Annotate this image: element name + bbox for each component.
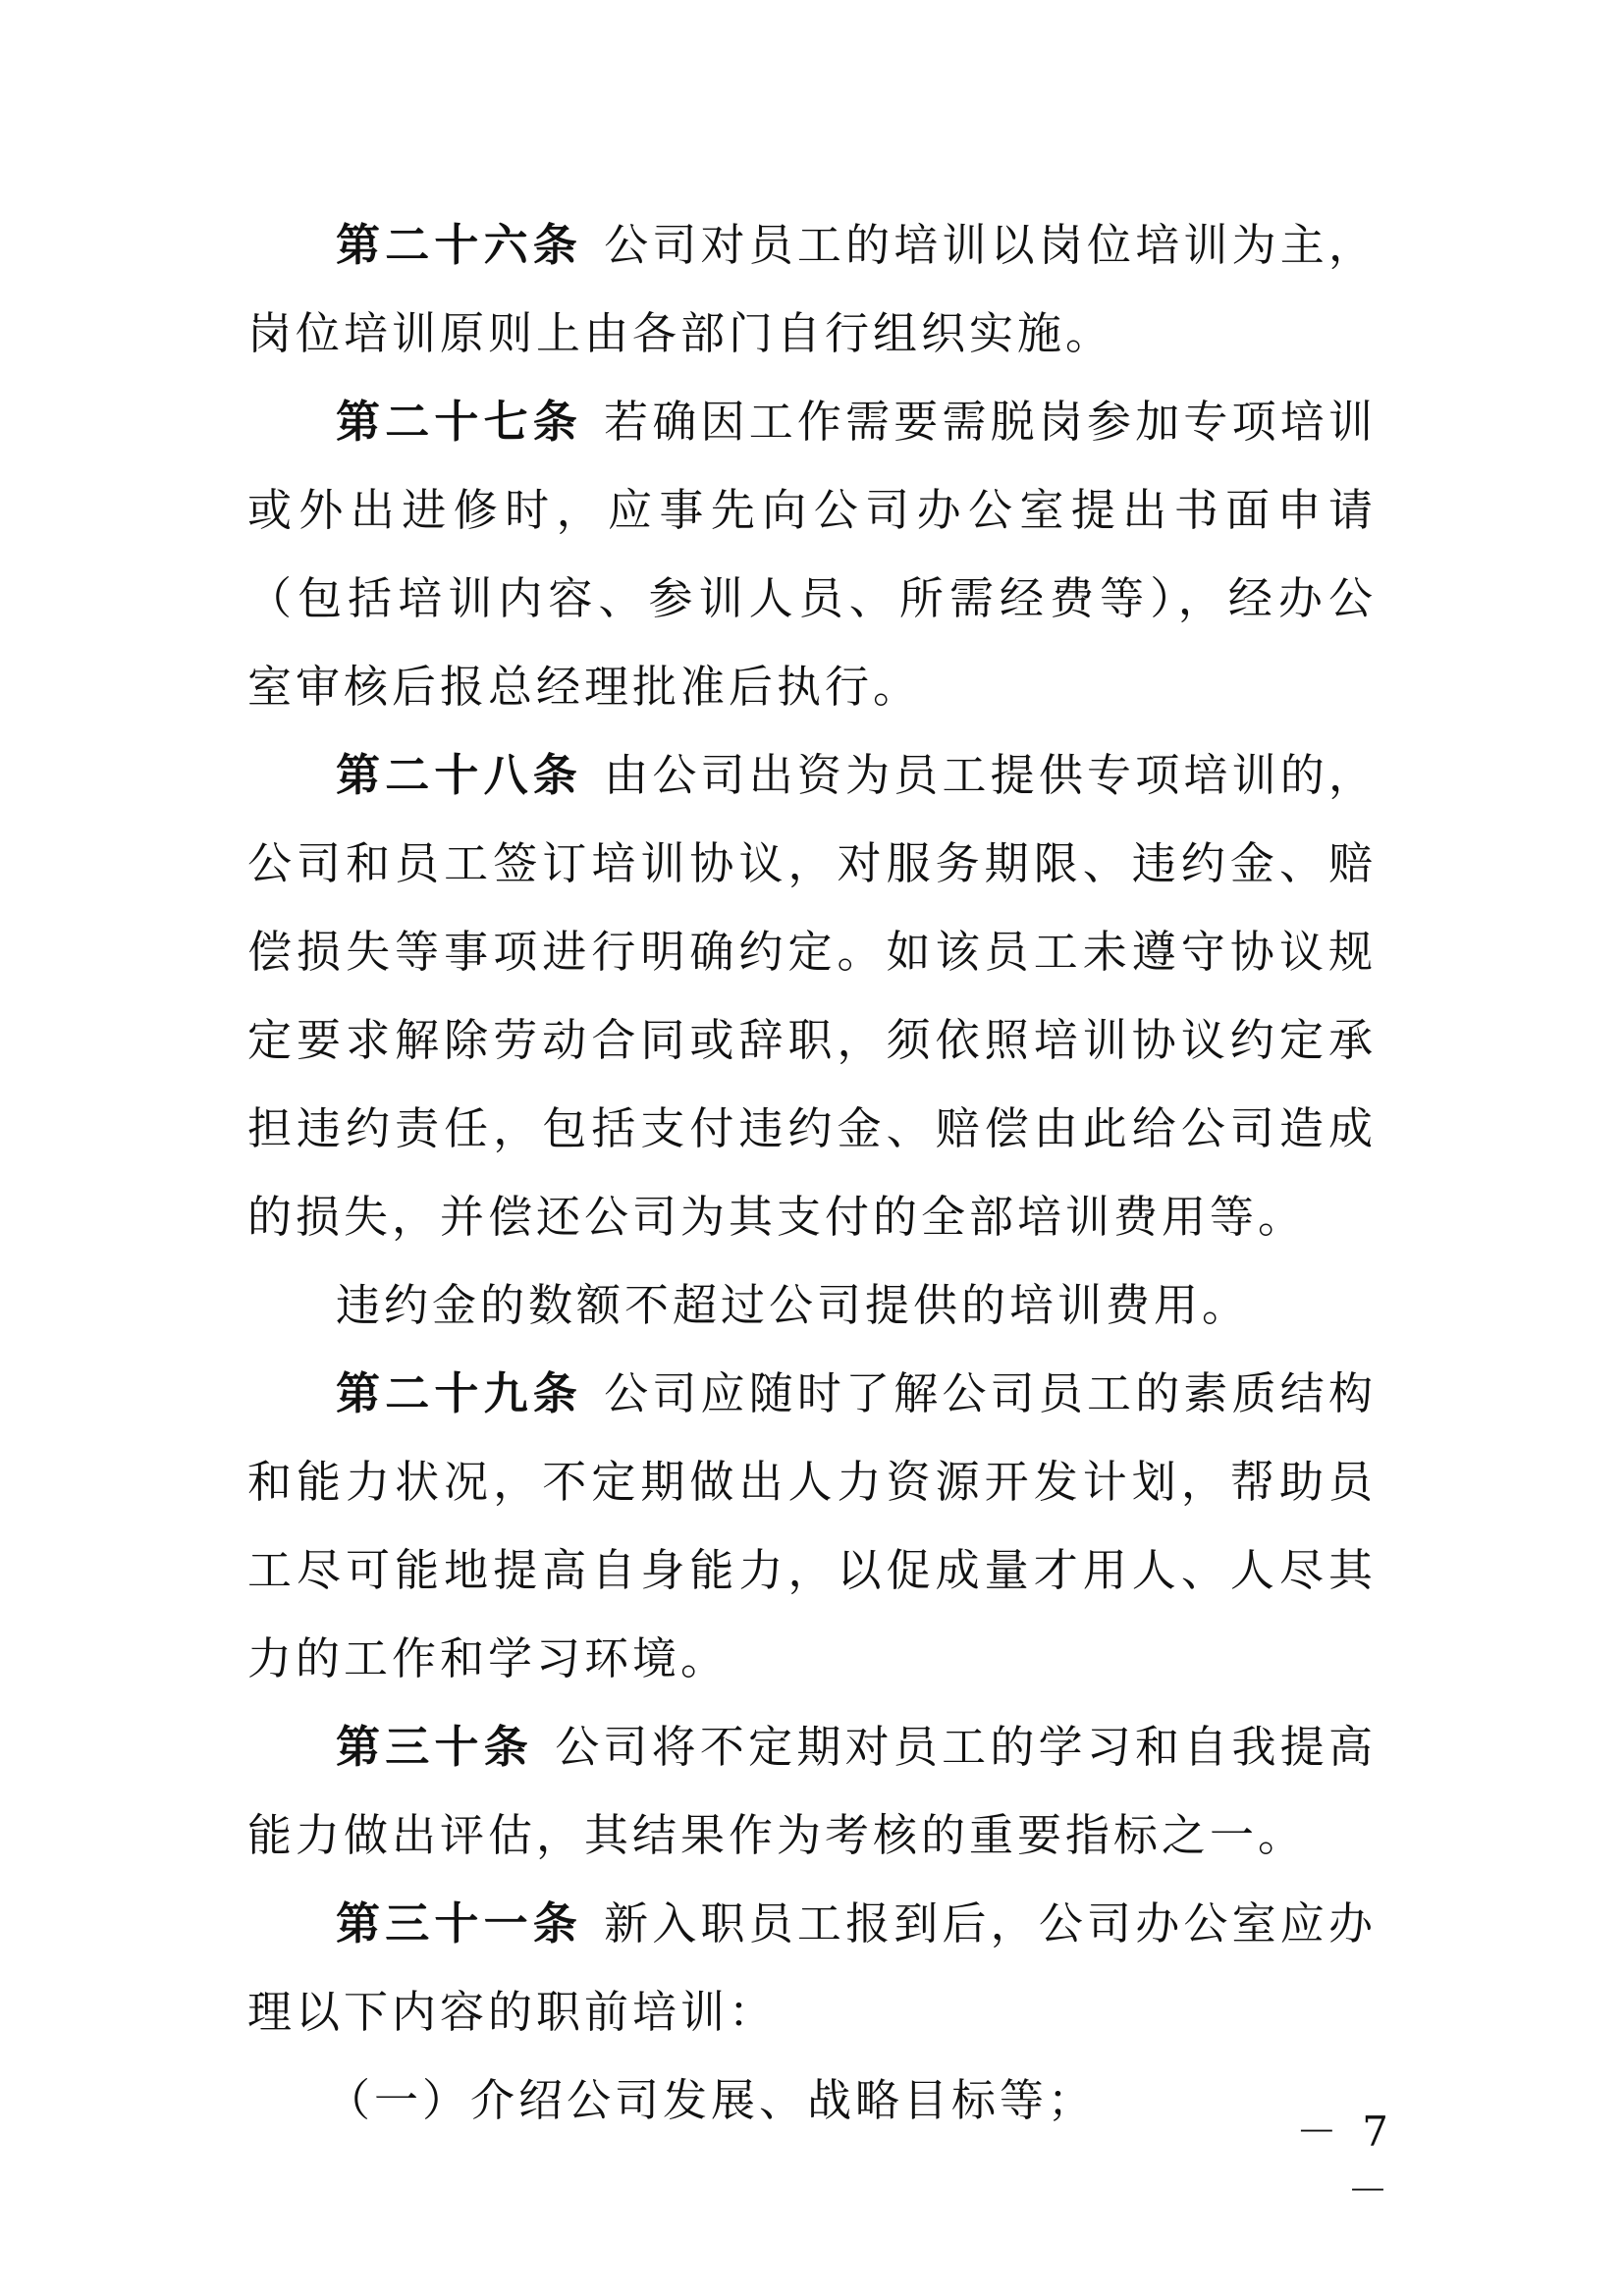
article-text: 若确因工作需要需脱岗参加专项培训或外出进修时，应事先向公司办公室提出书面申请（包括培训内容、参训人员、所需经费等），经办公室审核后报总经理批准后执行。 [247, 396, 1377, 713]
article-number: 第三十一条 [336, 1897, 582, 1949]
article-29-paragraph [247, 1350, 1377, 1703]
penalty-note-paragraph [247, 1261, 1377, 1350]
list-item-text: （一）介绍公司发展、战略目标等； [326, 2074, 1097, 2126]
article-26-paragraph [247, 201, 1377, 378]
article-number: 第二十八条 [336, 749, 582, 801]
article-31-paragraph [247, 1880, 1377, 2056]
article-30-paragraph [247, 1703, 1377, 1880]
article-number: 第二十九条 [336, 1367, 582, 1419]
document-body [247, 201, 1377, 2145]
article-27-paragraph [247, 378, 1377, 731]
article-number: 第三十条 [336, 1721, 533, 1773]
article-text: 由公司出资为员工提供专项培训的，公司和员工签订培训协议，对服务期限、违约金、赔偿损失等事项进行明确约定。如该员工未遵守协议规定要求解除劳动合同或辞职，须依照培训协议约定承担违约责任，包括支付违约金、赔偿由此给公司造成的损失，并偿还公司为其支付的全部培训费用等。 [247, 749, 1377, 1243]
list-item [247, 2056, 1377, 2145]
article-text: 公司对员工的培训以岗位培训为主，岗位培训原则上由各部门自行组织实施。 [247, 219, 1377, 359]
article-text: 公司应随时了解公司员工的素质结构和能力状况，不定期做出人力资源开发计划，帮助员工尽可能地提高自身能力，以促成量才用人、人尽其力的工作和学习环境。 [247, 1367, 1377, 1684]
article-28-paragraph [247, 731, 1377, 1261]
article-number: 第二十六条 [336, 219, 582, 271]
page-number: － 7 － [1295, 2108, 1394, 2215]
article-number: 第二十七条 [336, 396, 582, 448]
paragraph-text: 违约金的数额不超过公司提供的培训费用。 [336, 1279, 1251, 1331]
article-text: 公司将不定期对员工的学习和自我提高能力做出评估，其结果作为考核的重要指标之一。 [247, 1721, 1377, 1861]
article-text: 新入职员工报到后，公司办公室应办理以下内容的职前培训： [247, 1897, 1377, 2038]
